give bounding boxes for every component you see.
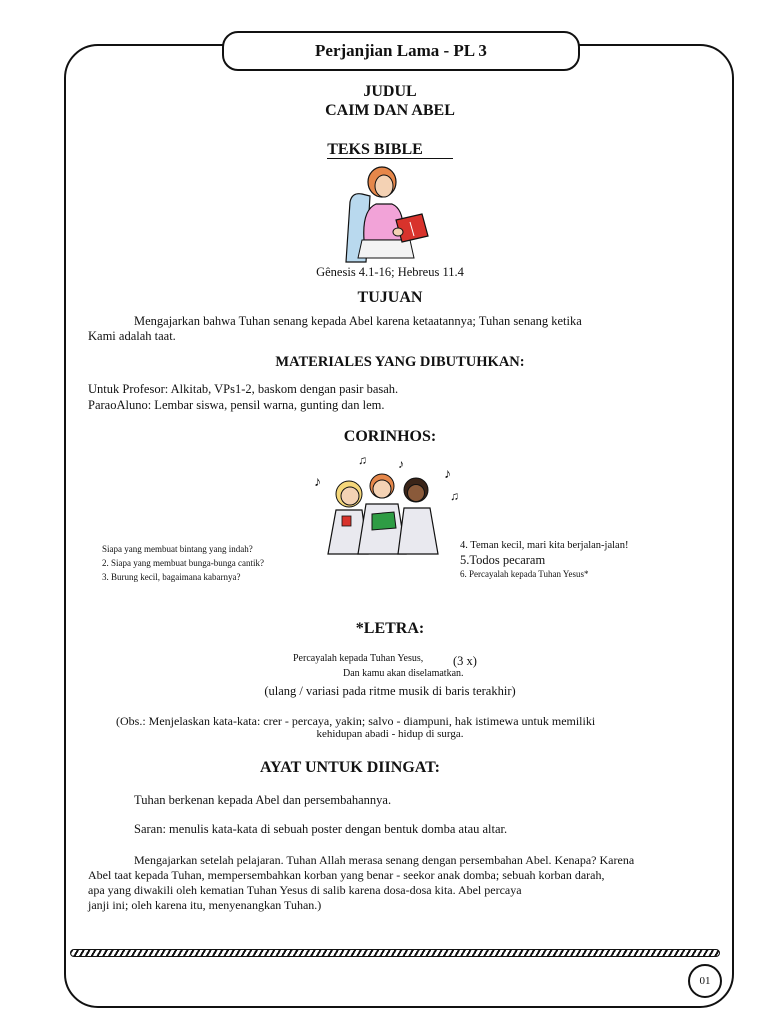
materiales-heading: MATERIALES YANG DIBUTUHKAN:	[275, 354, 525, 370]
obs-line-1: (Obs.: Menjelaskan kata-kata: crer - percaya, yakin; salvo - diampuni, hak istimewa untuk memiliki	[116, 714, 596, 728]
song-item: 3. Burung kecil, bagaimana kabarnya?	[102, 572, 241, 582]
ayat-heading: AYAT UNTUK DIINGAT:	[260, 759, 440, 776]
svg-text:♫: ♫	[450, 489, 459, 503]
letra-heading: *LETRA:	[355, 620, 425, 637]
saran-text: Saran: menulis kata-kata di sebuah poster dengan bentuk domba atau altar.	[134, 822, 508, 836]
lyrics-note: (ulang / variasi pada ritme musik di baris terakhir)	[264, 684, 516, 698]
svg-text:♪: ♪	[398, 457, 404, 471]
song-item: 6. Percayalah kepada Tuhan Yesus*	[460, 569, 589, 579]
song-list-right	[460, 538, 710, 580]
page-number: 01	[688, 964, 722, 998]
teks-heading-text: TEKS BIBLE	[327, 141, 453, 159]
lesson-title: CAIM DAN ABEL	[325, 102, 455, 119]
song-item: 2. Siapa yang membuat bunga-bunga cantik?	[102, 558, 264, 568]
corinhos-heading: CORINHOS:	[343, 428, 437, 445]
lyrics-repeat: (3 x)	[453, 654, 477, 668]
tujuan-line-1: Mengajarkan bahwa Tuhan senang kepada Abel karena ketaatannya; Tuhan senang ketika	[134, 314, 582, 328]
tujuan-heading: TUJUAN	[357, 289, 423, 306]
song-item: Siapa yang membuat bintang yang indah?	[102, 544, 253, 554]
song-list-left	[102, 542, 322, 584]
choir-singers-illustration	[306, 456, 466, 556]
scripture-reference: Gênesis 4.1-16; Hebreus 11.4	[316, 265, 464, 279]
lyrics-line-2: Dan kamu akan diselamatkan.	[343, 668, 464, 679]
svg-text:♪: ♪	[444, 467, 451, 482]
svg-text:♪: ♪	[314, 475, 321, 490]
song-item: 4. Teman kecil, mari kita berjalan-jalan!	[460, 540, 629, 551]
materiales-line-2: ParaoAluno: Lembar siswa, pensil warna, gunting dan lem.	[88, 398, 385, 412]
rope-divider	[70, 949, 720, 957]
teks-heading	[260, 141, 520, 159]
explanation-line-1: Mengajarkan setelah pelajaran. Tuhan Allah merasa senang dengan persembahan Abel. Kenapa? Karena	[134, 853, 635, 867]
song-item: 5.Todos pecaram	[460, 553, 546, 567]
lyrics-line-1: Percayalah kepada Tuhan Yesus,	[293, 653, 424, 664]
svg-text:♫: ♫	[358, 456, 367, 467]
explanation-line-2: Abel taat kepada Tuhan, mempersembahkan korban yang benar - seekor anak domba; sebuah korban darah,	[88, 868, 605, 882]
explanation-line-3: apa yang diwakili oleh kematian Tuhan Yesus di salib karena dosa-dosa kita. Abel percaya	[88, 883, 522, 897]
judul-label: JUDUL	[363, 83, 417, 100]
page-header: Perjanjian Lama - PL 3	[222, 31, 580, 71]
memory-verse: Tuhan berkenan kepada Abel dan persembahannya.	[134, 793, 392, 807]
tujuan-line-2: Kami adalah taat.	[88, 329, 176, 343]
explanation-line-4: janji ini; oleh karena itu, menyenangkan Tuhan.)	[88, 898, 322, 912]
obs-line-2: kehidupan abadi - hidup di surga.	[316, 728, 464, 740]
reading-woman-illustration	[340, 160, 440, 264]
materiales-line-1: Untuk Profesor: Alkitab, VPs1-2, baskom dengan pasir basah.	[88, 382, 399, 396]
